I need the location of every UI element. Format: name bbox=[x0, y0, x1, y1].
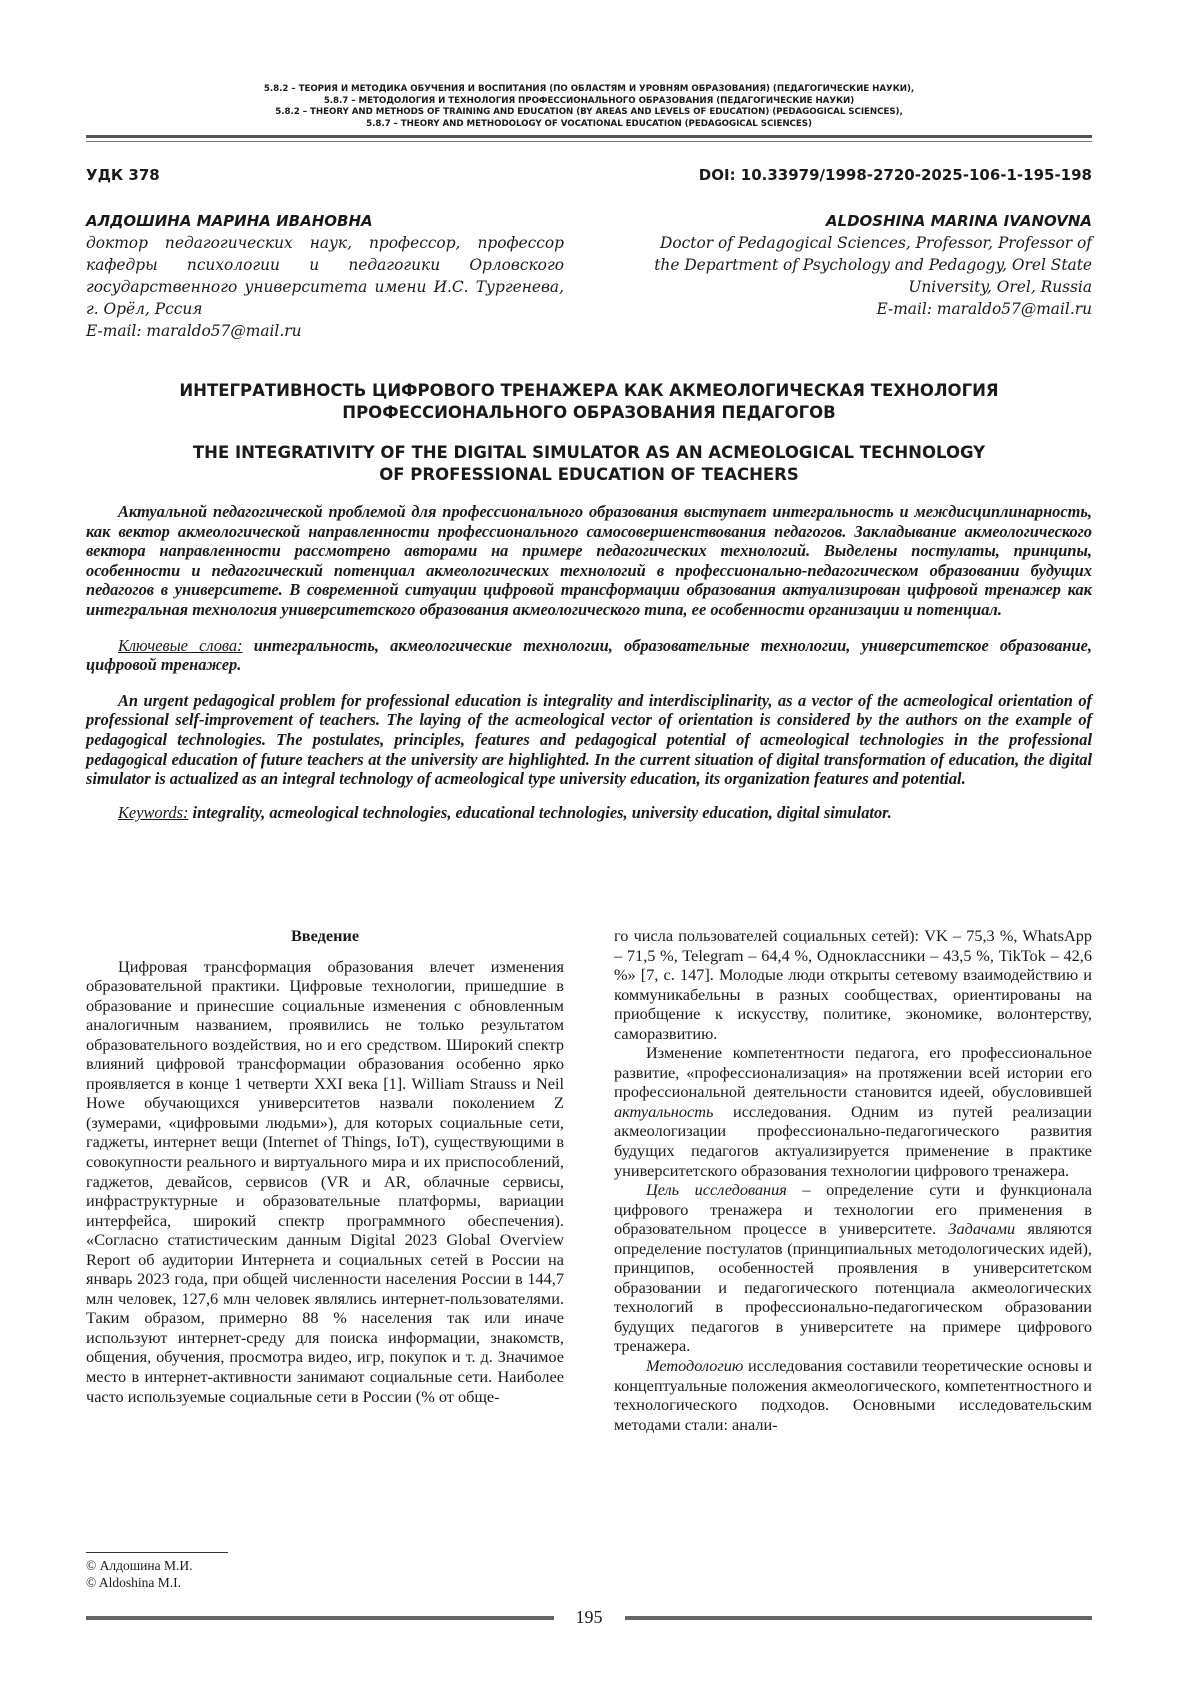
header-line: 5.8.2 – THEORY AND METHODS OF TRAINING AND EDUCATION (BY AREAS AND LEVELS OF EDUCATION) (PEDAGOGICAL SCIENCES), bbox=[275, 107, 903, 117]
header-line: 5.8.7 – МЕТОДОЛОГИЯ И ТЕХНОЛОГИЯ ПРОФЕССИОНАЛЬНОГО ОБРАЗОВАНИЯ (ПЕДАГОГИЧЕСКИЕ НАУКИ) bbox=[323, 95, 855, 106]
header-rule bbox=[86, 135, 1092, 138]
author-name-en: ALDOSHINA MARINA IVANOVNA bbox=[825, 212, 1092, 230]
emphasis: Методологию bbox=[646, 1356, 744, 1376]
keywords-value-en: integrality, acmeological technologies, educational technologies, university education, digital simulator. bbox=[192, 802, 892, 822]
text-run: – определение сути и функционала цифрового тренажера и технологии его применения в образовательном процессе в университете. bbox=[614, 1180, 1092, 1239]
text-run: являются определение постулатов (принципиальных методологических идей), принципов, особенностей проявления в университетском образовании и педагогического потенциала акмеологических технологий в профессионально-педагогическом образовании будущих педагогов в университете на примере цифрового тренажера. bbox=[614, 1219, 1092, 1356]
emphasis: актуальность bbox=[614, 1101, 714, 1121]
title-line: ИНТЕГРАТИВНОСТЬ ЦИФРОВОГО ТРЕНАЖЕРА КАК АКМЕОЛОГИЧЕСКАЯ ТЕХНОЛОГИЯ bbox=[179, 381, 999, 400]
body-column-left bbox=[86, 926, 564, 1434]
page-number: 195 bbox=[575, 1607, 603, 1627]
body-paragraph bbox=[614, 1043, 1092, 1180]
title-line: ПРОФЕССИОНАЛЬНОГО ОБРАЗОВАНИЯ ПЕДАГОГОВ bbox=[342, 403, 836, 422]
header-line: 5.8.2 – ТЕОРИЯ И МЕТОДИКА ОБУЧЕНИЯ И ВОСПИТАНИЯ (ПО ОБЛАСТЯМ И УРОВНЯМ ОБРАЗОВАНИЯ) (ПЕДАГОГИЧЕСКИЕ НАУКИ), bbox=[263, 84, 915, 94]
article-meta bbox=[86, 166, 1092, 184]
copyright-footnote bbox=[86, 1552, 228, 1591]
keywords-label-ru: Ключевые слова: bbox=[118, 635, 243, 655]
emphasis: Задачами bbox=[948, 1219, 1016, 1239]
author-email-en[interactable]: E-mail: maraldo57@mail.ru bbox=[876, 300, 1092, 318]
copyright-en: © Aldoshina M.I. bbox=[86, 1575, 182, 1590]
author-name-ru: АЛДОШИНА МАРИНА ИВАНОВНА bbox=[86, 212, 373, 230]
text-run: исследования составили теоретические основы и концептуальные положения акмеологического, компетентностного и технологического подходов. Основными исследовательским методами стали: анали- bbox=[614, 1356, 1092, 1434]
title-line: THE INTEGRATIVITY OF THE DIGITAL SIMULATOR AS AN ACMEOLOGICAL TECHNOLOGY bbox=[192, 443, 986, 462]
footer-rule-left bbox=[86, 1616, 554, 1620]
author-block bbox=[86, 210, 1092, 342]
title-line: OF PROFESSIONAL EDUCATION OF TEACHERS bbox=[379, 465, 799, 484]
body-paragraph bbox=[614, 1180, 1092, 1356]
author-affiliation-en-line: University, Orel, Russia bbox=[908, 278, 1092, 296]
author-affiliation-en-line: Doctor of Pedagogical Sciences, Professor, Professor of bbox=[660, 234, 1092, 252]
abstract-en: An urgent pedagogical problem for professional education is integrality and interdisciplinarity, as a vector of the acmeological orientation of professional self-improvement of teachers. The laying of the acmeological vector of orientation is considered by the authors on the example of pedagogical technologies. The postulates, principles, features and pedagogical potential of acmeological technologies in the professional pedagogical education of future teachers at the university are highlighted. In the current situation of digital transformation of education, the digital simulator is actualized as an integral technology of acmeological type university education, its organization features and potential. bbox=[86, 690, 1092, 789]
udk-code: УДК 378 bbox=[86, 166, 160, 184]
author-affiliation-en-line: the Department of Psychology and Pedagogy, Orel State bbox=[654, 256, 1092, 274]
author-en bbox=[614, 210, 1092, 342]
text-run: Изменение компетентности педагога, его профессиональное развитие, «профессионализация» на протяжении всей истории его профессиональной деятельности становится идеей, обусловившей bbox=[614, 1043, 1092, 1102]
header-line: 5.8.7 – THEORY AND METHODOLOGY OF VOCATIONAL EDUCATION (PEDAGOGICAL SCIENCES) bbox=[366, 118, 812, 129]
text-run: исследования. Одним из путей реализации акмеологизации профессионально-педагогического развития будущих педагогов актуализируется применение в практике университетского образования технологии цифрового тренажера. bbox=[614, 1101, 1092, 1180]
author-affiliation-ru: доктор педагогических наук, профессор, профессор кафедры психологии и педагогики Орловского государственного университета имени И.С. Тургенева, г. Орёл, Рссия bbox=[86, 234, 564, 318]
footnote-rule bbox=[86, 1552, 228, 1553]
header-rule-thin bbox=[86, 141, 1092, 142]
copyright-ru: © Алдошина М.И. bbox=[86, 1558, 193, 1573]
footer-rule-right bbox=[625, 1616, 1093, 1620]
emphasis: Цель исследования bbox=[646, 1180, 787, 1200]
body-paragraph: Цифровая трансформация образования влечет изменения образовательной практики. Цифровые технологии, пришедшие в образование и принесшие социальные изменения с обновленным аналогичным названием, проявились не только результатом образовательного воздействия, но и его средством. Широкий спектр влияний цифровой трансформации образования особенно ярко проявляется в конце 1 четверти XXI века [1]. William Strauss и Neil Howe обучающихся университетов назвали поколением Z (зумерами, «цифровыми людьми»), для которых социальные сети, гаджеты, интернет вещи (Internet of Things, IoT), существующими в совокупности реального и виртуального мира и их приспособлений, гаджетов, девайсов, сервисов (VR и AR, облачные сервисы, инфраструктурные и образовательные платформы, вариации интерфейса, широкий спектр программного обеспечения). «Согласно статистическим данным Digital 2023 Global Overview Report об аудитории Интернета и социальных сетей в России на январь 2023 года, при общей численности населения России в 144,7 млн человек, 127,6 млн человек являлись интернет-пользователями. Таким образом, примерно 88 % населения так или иначе используют интернет-среду для поиска информации, знакомств, общения, обучения, просмотра видео, игр, покупок и т. д. Значимое место в интернет-активности занимают социальные сети. Наиболее часто используемые социальные сети в России (% от обще- bbox=[86, 956, 564, 1406]
journal-section-header bbox=[86, 84, 1092, 130]
author-email-ru[interactable]: E-mail: maraldo57@mail.ru bbox=[86, 322, 302, 340]
keywords-label-en: Keywords: bbox=[118, 802, 189, 822]
page bbox=[86, 84, 1092, 822]
body-column-right bbox=[614, 926, 1092, 1434]
keywords-en bbox=[86, 803, 1092, 823]
article-title-ru bbox=[86, 380, 1092, 424]
page-footer bbox=[86, 1607, 1092, 1628]
abstract-ru: Актуальной педагогической проблемой для профессионального образования выступает интегральность и междисциплинарность, как вектор акмеологической направленности профессионального самосовершенствования педагогов. Закладывание акмеологического вектора направленности рассмотрено авторами на примере педагогических технологий. Выделены постулаты, принципы, особенности и педагогический потенциал акмеологических технологий в профессионально-педагогическом образовании будущих педагогов в университете. В современной ситуации цифровой трансформации образования актуализирован цифровой тренажер как интегральная технология университетского образования акмеологического типа, ее особенности организации и потенциал. bbox=[86, 502, 1092, 619]
article-title-en bbox=[86, 442, 1092, 486]
doi: DOI: 10.33979/1998-2720-2025-106-1-195-198 bbox=[698, 166, 1092, 184]
keywords-ru bbox=[86, 636, 1092, 675]
section-heading-introduction: Введение bbox=[290, 926, 360, 945]
body-paragraph: го числа пользователей социальных сетей): VK – 75,3 %, WhatsApp – 71,5 %, Telegram – 64,4 %, Одноклассники – 43,5 %, TikTok – 42,6 %» [7, с. 147]. Молодые люди открыты сетевому взаимодействию и коммуникабельны в разных сообществах, ориентированы на приобщение к искусству, политике, экономике, волонтерству, саморазвитию. bbox=[614, 926, 1092, 1043]
keywords-value-ru: интегральность, акмеологические технологии, образовательные технологии, университетское образование, цифровой тренажер. bbox=[86, 635, 1092, 675]
body-columns bbox=[86, 926, 1092, 1434]
author-ru bbox=[86, 210, 564, 342]
body-paragraph bbox=[614, 1356, 1092, 1434]
